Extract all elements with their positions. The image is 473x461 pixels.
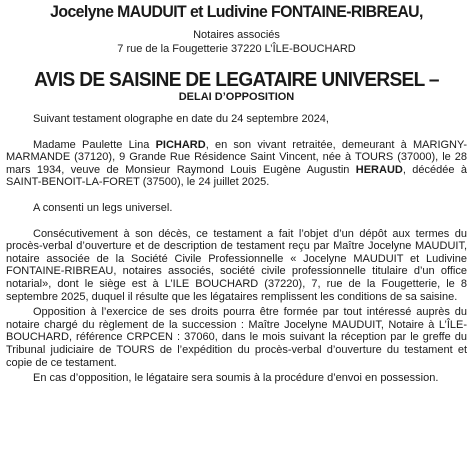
paragraph-opposition: Opposition à l’exercice de ses droits pourra être formée par tout intéressé auprès du notaire chargé du règlement de la succession : Maître Jocelyne MAUDUIT, Notaire à L’ÎLE-BOUCHARD, référence CRPCEN : 37060, dans le mois suivant la réception par le greffe du Tribunal judiciaire de TOURS de l’expédition du procès-verbal d’ouverture du testament et copie de ce testament. [6,306,467,369]
paragraph-legacy: A consenti un legs universel. [33,201,173,214]
notice-title: AVIS DE SAISINE DE LEGATAIRE UNIVERSEL – [34,68,439,91]
paragraph-testament: Suivant testament olographe en date du 24 septembre 2024, [33,113,329,125]
notice-body [6,113,467,385]
notaries-role: Notaires associés [193,29,280,41]
paragraph-deceased [6,139,467,189]
notaries-address: 7 rue de la Fougetterie 37220 L’ÎLE-BOUCHARD [117,43,356,55]
deceased-surname: PICHARD [155,138,206,151]
notaries-names: Jocelyne MAUDUIT et Ludivine FONTAINE-RIBREAU, [50,3,423,21]
spouse-surname: HERAUD [355,163,403,176]
deceased-death: , décédée à SAINT-BENOIT-LA-FORET (37500), le 24 juillet 2025. [6,163,467,189]
paragraph-procedure: En cas d’opposition, le légataire sera soumis à la procédure d’envoi en possession. [33,372,439,385]
notice-header [6,0,467,56]
deceased-details: , en son vivant retraitée, demeurant à MARIGNY-MARMANDE (37120), 9 Grande Rue Résidence Saint Vincent, née à TOURS (37000), le 28 mars 1934, veuve de Monsieur Raymond Louis Eugène Augustin [6,138,467,176]
deceased-intro: Madame Paulette Lina [33,138,156,151]
paragraph-deposit: Consécutivement à son décès, ce testament a fait l’objet d’un dépôt aux termes du procès-verbal d’ouverture et de description de testament reçu par Maître Jocelyne MAUDUIT, notaire associée de la Société Civile Professionnelle « Jocelyne MAUDUIT et Ludivine FONTAINE-RIBREAU, notaires associés, société civile professionnelle titulaire d’un office notarial», dont le siège est à L’ILE BOUCHARD (37220), 7, rue de la Fougetterie, le 8 septembre 2025, duquel il résulte que les légataires remplissent les conditions de sa saisine. [6,227,467,303]
notice-subtitle: DELAI D’OPPOSITION [178,91,295,103]
